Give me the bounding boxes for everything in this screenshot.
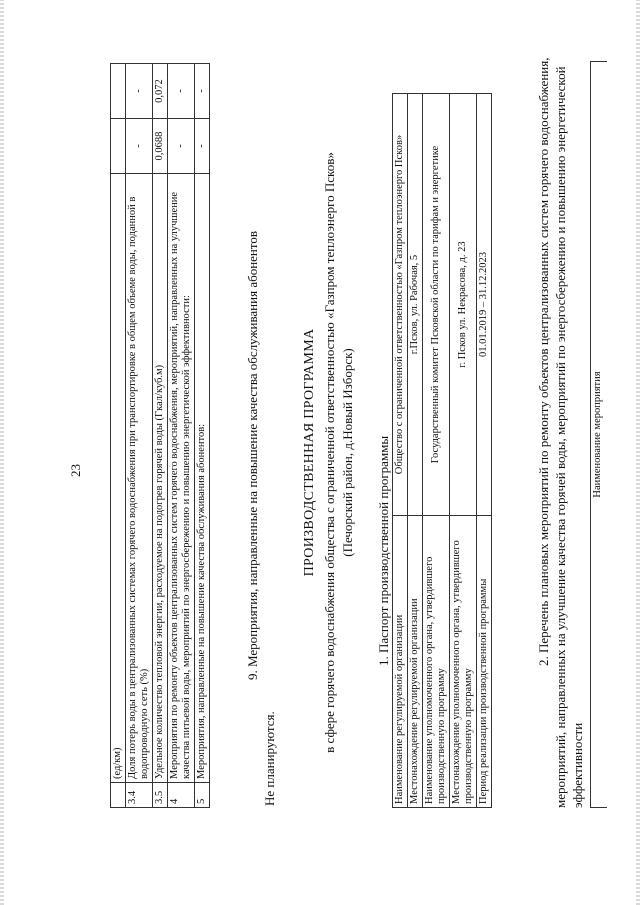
passport-row [393, 94, 408, 808]
table-row [168, 64, 195, 808]
passport-row [423, 94, 450, 808]
section-9-note: Не планируются. [262, 711, 277, 806]
row-value-2: - [126, 64, 153, 119]
section-2-text: 2. Перечень плановых мероприятий по ремонту объектов централизованных систем горячего водоснабжения, мероприятий, направленных на улучшение качества горячей воды, мероприятий по энергосбережению и повышению энергетической эффективности [536, 57, 585, 808]
passport-value: г. Псков ул. Некрасова, д. 23 [450, 94, 477, 516]
indicators-table [110, 63, 210, 808]
document-subtitle-location: (Печорский район, д.Новый Изборск) [340, 348, 355, 557]
passport-row [408, 94, 423, 808]
passport-value: г.Псков, ул. Рабочая, 5 [408, 94, 423, 516]
passport-value: Общество с ограниченной ответственностью «Газпром теплоэнерго Псков» [393, 94, 408, 516]
row-text: Мероприятия по ремонту объектов централизованных систем горячего водоснабжения, мероприятий, направленных на улучшение качества питьевой воды, мероприятий по энергосбережению и повышению энергетической эффективности: [168, 174, 195, 783]
row-text: (ед/км) [111, 174, 126, 783]
program-passport-table [392, 93, 492, 808]
row-text: Доля потерь воды в централизованных системах горячего водоснабжения при транспортировке в общем объеме воды, поданной в водопроводную сеть (%) [126, 174, 153, 783]
document-subtitle: в сфере горячего водоснабжения общества с ограниченной ответственностью «Газпром теплоэнерго Псков» [322, 152, 337, 753]
row-text: Удельное количество тепловой энергии, расходуемое на подогрев горячей воды (Гкал/куб.м) [153, 174, 168, 783]
row-value-2: - [168, 64, 195, 119]
passport-key: Местонахождение уполномоченного органа, утвердившего производственную программу [450, 516, 477, 808]
row-number: 4 [168, 783, 195, 808]
measures-table-header: Наименование мероприятия [590, 61, 607, 808]
row-value-2 [111, 64, 126, 119]
row-number [111, 783, 126, 808]
scan-edge-top [0, 0, 4, 905]
page-number: 23 [68, 464, 83, 477]
passport-row [477, 94, 492, 808]
row-number: 5 [195, 783, 210, 808]
passport-row [450, 94, 477, 808]
table-row [111, 64, 126, 808]
passport-key: Местонахождение регулируемой организации [408, 516, 423, 808]
table-row [153, 64, 168, 808]
passport-key: Наименование уполномоченного органа, утвердившего производственную программу [423, 516, 450, 808]
row-value-1: - [126, 119, 153, 174]
scan-edge-bottom [636, 0, 640, 905]
passport-key: Период реализации производственной программы [477, 516, 492, 808]
passport-key: Наименование регулируемой организации [393, 516, 408, 808]
section-9-heading: 9. Мероприятия, направленные на повышение качества обслуживания абонентов [245, 230, 260, 680]
row-value-1: - [195, 119, 210, 174]
row-value-1: - [168, 119, 195, 174]
row-value-2: 0,072 [153, 64, 168, 119]
passport-value: Государственный комитет Псковской области по тарифам и энергетике [423, 94, 450, 516]
document-title: ПРОИЗВОДСТВЕННАЯ ПРОГРАММА [302, 328, 317, 577]
table-row [195, 64, 210, 808]
row-value-1 [111, 119, 126, 174]
row-text: Мероприятия, направленные на повышение качества обслуживания абонентов: [195, 174, 210, 783]
row-value-2: - [195, 64, 210, 119]
row-number: 3.5 [153, 783, 168, 808]
passport-value: 01.01.2019 – 31.12.2023 [477, 94, 492, 516]
table-row [126, 64, 153, 808]
section-1-heading: 1. Паспорт производственной программы [376, 435, 391, 666]
row-number: 3.4 [126, 783, 153, 808]
row-value-1: 0,0688 [153, 119, 168, 174]
